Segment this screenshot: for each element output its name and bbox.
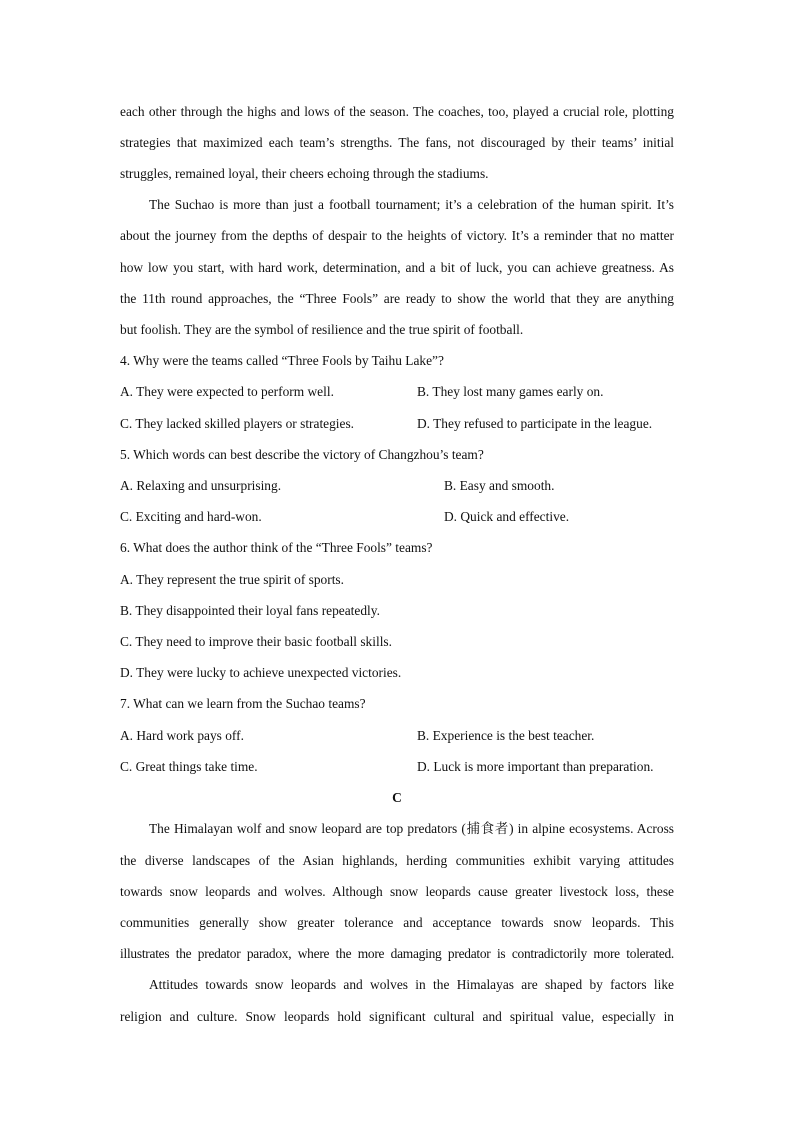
question-6-option-a: A. They represent the true spirit of sports. [120,572,344,587]
passage-c-line: the diverse landscapes of the Asian highlands, herding communities exhibit varying attitudes [120,853,674,868]
passage-c-line: illustrates the predator paradox, where the more damaging predator is contradictorily more tolerated. [120,946,674,961]
question-7-option-c: C. Great things take time. [120,759,258,774]
question-4-option-c: C. They lacked skilled players or strategies. [120,416,355,431]
passage-c-line: Attitudes towards snow leopards and wolves in the Himalayas are shaped by factors like [149,977,674,992]
question-4-option-a: A. They were expected to perform well. [120,384,334,399]
passage-c-line: The Himalayan wolf and snow leopard are top predators (捕食者) in alpine ecosystems. Across [149,821,674,836]
passage-b-line: struggles, remained loyal, their cheers echoing through the stadiums. [120,166,489,181]
question-5-option-b: B. Easy and smooth. [444,478,555,493]
question-5-option-d: D. Quick and effective. [444,509,570,524]
question-7-option-a: A. Hard work pays off. [120,728,244,743]
passage-b-line: strategies that maximized each team’s strengths. The fans, not discouraged by their teams’ initial [120,135,674,150]
passage-b-line: The Suchao is more than just a football tournament; it’s a celebration of the human spirit. It’s [149,197,674,212]
question-4-option-b: B. They lost many games early on. [417,384,604,399]
passage-b-line: about the journey from the depths of despair to the heights of victory. It’s a reminder that no matter [120,228,674,243]
question-6-stem: 6. What does the author think of the “Three Fools” teams? [120,540,433,555]
question-5-option-c: C. Exciting and hard-won. [120,509,262,524]
passage-b-line: but foolish. They are the symbol of resilience and the true spirit of football. [120,322,524,337]
passage-c-line: towards snow leopards and wolves. Although snow leopards cause greater livestock loss, these [120,884,674,899]
question-4-stem: 4. Why were the teams called “Three Fools by Taihu Lake”? [120,353,444,368]
passage-c-line: religion and culture. Snow leopards hold significant cultural and spiritual value, especially in [120,1009,674,1024]
passage-c-line: communities generally show greater tolerance and acceptance towards snow leopards. This [120,915,674,930]
section-heading-c: C [392,790,402,805]
question-7-option-b: B. Experience is the best teacher. [417,728,595,743]
question-6-option-d: D. They were lucky to achieve unexpected victories. [120,665,402,680]
question-6-option-c: C. They need to improve their basic football skills. [120,634,392,649]
question-7-stem: 7. What can we learn from the Suchao teams? [120,696,366,711]
passage-b-line: the 11th round approaches, the “Three Fools” are ready to show the world that they are anything [120,291,674,306]
question-6-option-b: B. They disappointed their loyal fans repeatedly. [120,603,380,618]
question-5-option-a: A. Relaxing and unsurprising. [120,478,282,493]
passage-b-line: how low you start, with hard work, determination, and a bit of luck, you can achieve greatness. As [120,260,674,275]
question-4-option-d: D. They refused to participate in the league. [417,416,653,431]
question-5-stem: 5. Which words can best describe the victory of Changzhou’s team? [120,447,484,462]
question-7-option-d: D. Luck is more important than preparation. [417,759,654,774]
passage-b-line: each other through the highs and lows of the season. The coaches, too, played a crucial role, plotting [120,104,674,119]
